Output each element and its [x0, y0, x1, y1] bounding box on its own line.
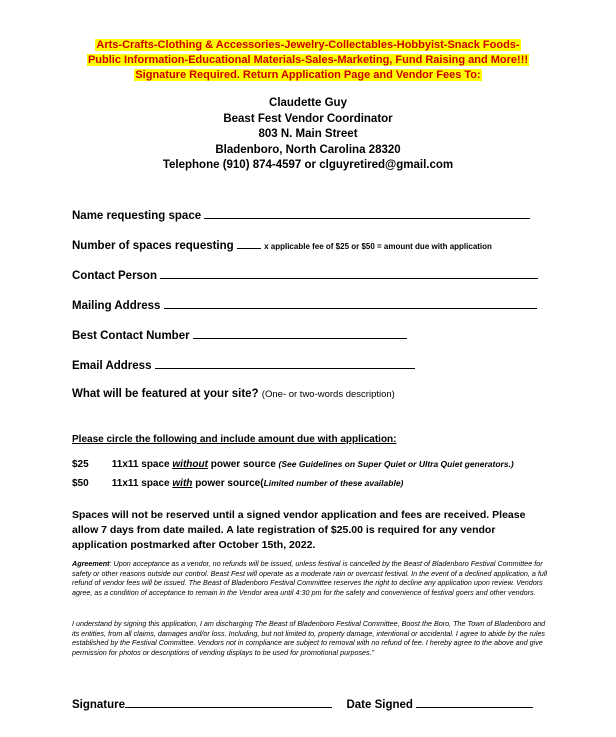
signature-row — [72, 696, 533, 711]
spaces-label: Number of spaces requesting — [72, 240, 234, 252]
option-1-note: (See Guidelines on Super Quiet or Ultra Quiet generators.) — [278, 459, 514, 469]
mailing-address-label: Mailing Address — [72, 300, 161, 312]
options-heading: Please circle the following and include amount due with application: — [72, 434, 397, 445]
option-2-price: $50 — [72, 478, 89, 489]
banner-line-2: Public Information-Educational Materials-Sales-Marketing, Fund Raising and More!!! — [87, 54, 529, 66]
option-1-emphasis: without — [172, 459, 208, 470]
coordinator-contact-block — [0, 96, 616, 174]
option-without-power[interactable] — [72, 459, 514, 470]
email-label: Email Address — [72, 360, 152, 372]
coordinator-title: Beast Fest Vendor Coordinator — [223, 112, 393, 125]
signature-label: Signature — [72, 699, 126, 711]
release-paragraph: I understand by signing this application, I am discharging The Beast of Bladenboro Festival Committee, Boost the Boro, The Town of Bladenboro and its entities, from all claims, damages and/or loss. Including, but not limited to, property damage, intentional or accidental. I agree to abide by the rules established by the Festival Committee. Vendors not in compliance are subject to removal with no refund of fee. I hereby agree to the above and give permission for photos or descriptions of vending displays to be used for promotional purposes." — [72, 619, 546, 657]
mailing-address-input-line[interactable] — [164, 297, 537, 309]
option-2-note: Limited number of these available) — [263, 478, 404, 488]
contact-number-label: Best Contact Number — [72, 330, 190, 342]
mailing-address-row — [72, 297, 537, 313]
contact-person-input-line[interactable] — [160, 267, 538, 279]
contact-number-row — [72, 327, 407, 343]
option-1-post: power source — [210, 459, 276, 470]
featured-row — [72, 387, 395, 402]
option-1-pre: 11x11 space — [111, 459, 170, 470]
spaces-field-row — [72, 237, 492, 254]
agreement-label: Agreement — [72, 559, 110, 568]
option-1-price: $25 — [72, 459, 89, 470]
name-label: Name requesting space — [72, 210, 202, 222]
agreement-text: : Upon acceptance as a vendor, no refunds will be issued, unless festival is cancelled by the Beast of Bladenboro Festival Committee for safety or other reasons outside our control. Beast Fest will operate as a moderate rain or overcast festival. In the event of a declined application, a full refund of vendor fees will be issued. The Beast of Bladenboro Festival Committee reserves the right to decline any application upon review. Vendors agree, as a condition of acceptance to remain in the Vendor area until 4:30 pm for the safety and convenience of festival goers and other vendors. — [72, 559, 548, 597]
signature-input-line[interactable] — [125, 696, 332, 708]
banner-line-1: Arts-Crafts-Clothing & Accessories-Jewelry-Collectables-Hobbyist-Snack Foods- — [96, 39, 520, 51]
coordinator-phone-email: Telephone (910) 874-4597 or clguyretired@gmail.com — [162, 159, 454, 171]
contact-person-row — [72, 267, 538, 283]
date-signed-input-line[interactable] — [416, 696, 533, 708]
contact-number-input-line[interactable] — [193, 327, 407, 339]
coordinator-city: Bladenboro, North Carolina 28320 — [215, 143, 401, 156]
agreement-paragraph — [72, 559, 550, 597]
email-input-line[interactable] — [155, 357, 415, 369]
banner-line-3: Signature Required. Return Application Page and Vendor Fees To: — [135, 69, 481, 81]
coordinator-street: 803 N. Main Street — [258, 128, 358, 140]
date-signed-label: Date Signed — [346, 699, 413, 711]
spaces-fee-note: x applicable fee of $25 or $50 = amount due with application — [264, 242, 492, 251]
contact-person-label: Contact Person — [72, 270, 157, 282]
coordinator-name: Claudette Guy — [269, 97, 347, 109]
option-2-post: power source — [195, 478, 261, 489]
email-row — [72, 357, 415, 373]
name-input-line[interactable] — [204, 207, 530, 219]
reservation-policy: Spaces will not be reserved until a signed vendor application and fees are received. Please allow 7 days from date mailed. A late registration of $25.00 is required for any vendor application postmarked after October 15th, 2022. — [72, 509, 526, 551]
name-field-row — [72, 207, 530, 223]
spaces-input-line[interactable] — [237, 237, 261, 249]
option-2-emphasis: with — [172, 478, 193, 489]
option-with-power[interactable] — [72, 478, 403, 489]
option-2-note-open: ( — [260, 478, 264, 489]
option-2-pre: 11x11 space — [111, 478, 170, 489]
featured-note: (One- or two-words description) — [261, 389, 395, 400]
featured-label: What will be featured at your site? — [72, 388, 259, 400]
